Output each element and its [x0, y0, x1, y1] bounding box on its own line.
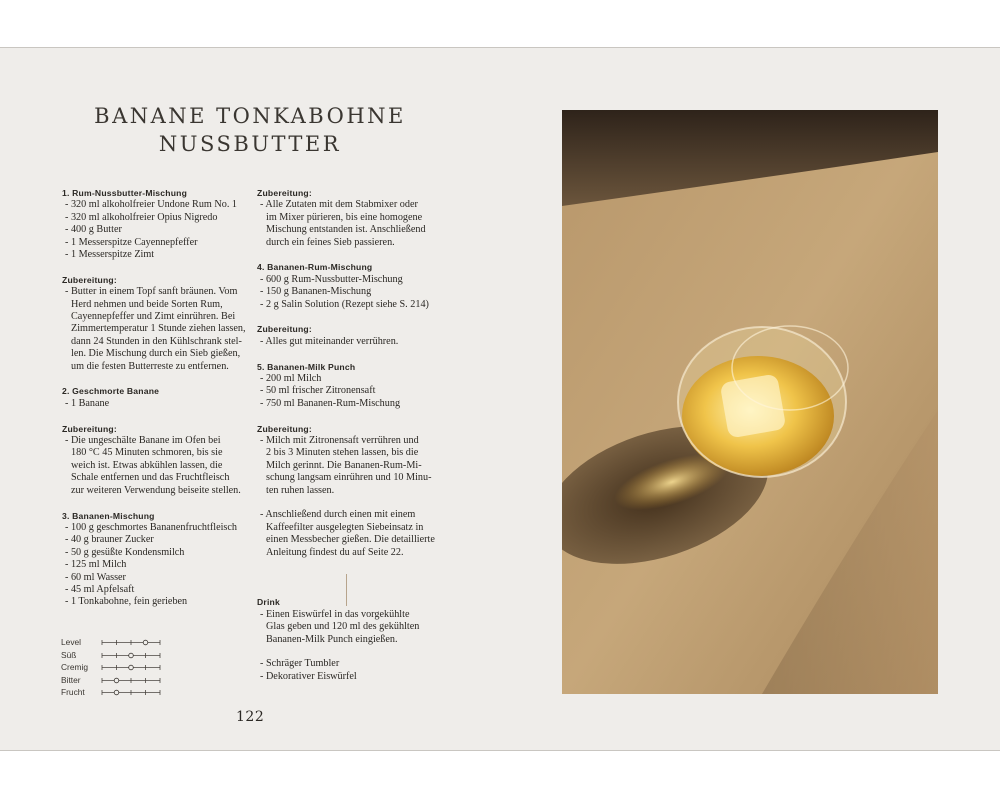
text-line: - Alle Zutaten mit dem Stabmixer oder — [260, 199, 418, 211]
text-line: schung langsam einrühren und 10 Minu- — [266, 472, 432, 484]
rating-marker — [143, 640, 148, 645]
text-line: ten ruhen lassen. — [266, 484, 335, 496]
ingredient-item: - 1 Banane — [65, 397, 110, 409]
rating-row — [61, 674, 171, 687]
section-heading: 4. Bananen-Rum-Mischung — [257, 262, 373, 273]
text-line: - Milch mit Zitronensaft verrühren und — [260, 435, 419, 447]
rating-label: Bitter — [61, 674, 81, 685]
text-line: - Einen Eiswürfel in das vorgekühlte — [260, 608, 410, 620]
text-line: len. Die Mischung durch ein Sieb gießen, — [71, 348, 241, 360]
divider-line — [346, 574, 347, 606]
serving-item: - Dekorativer Eiswürfel — [260, 670, 357, 682]
text-line: Mischung entstanden ist. Anschließend — [266, 224, 426, 236]
book-spread — [0, 47, 1000, 751]
rating-label: Süß — [61, 649, 77, 660]
recipe-column-right — [257, 187, 449, 683]
ingredient-item: - 125 ml Milch — [65, 559, 127, 571]
section-heading: 5. Bananen-Milk Punch — [257, 361, 356, 372]
rating-marker — [114, 678, 119, 683]
ingredient-item: - 2 g Salin Solution (Rezept siehe S. 214) — [260, 298, 429, 310]
text-line: Bananen-Milk Punch eingießen. — [266, 633, 398, 645]
serving-item: - Schräger Tumbler — [260, 658, 340, 670]
ingredient-item: - 400 g Butter — [65, 224, 122, 236]
text-line: - Alles gut miteinander verrühren. — [260, 335, 399, 347]
preparation-heading: Zubereitung: — [257, 188, 312, 198]
recipe-title-line-2: NUSSBUTTER — [158, 132, 342, 156]
section-heading: 2. Geschmorte Banane — [62, 386, 160, 397]
recipe-title — [60, 102, 440, 158]
text-line: einen Messbecher gießen. Die detaillierte — [266, 534, 435, 546]
text-line: weich ist. Etwas abkühlen lassen, die — [71, 459, 223, 471]
ingredient-item: - 60 ml Wasser — [65, 571, 126, 583]
text-line: zur weiteren Verwendung beiseite stellen. — [71, 484, 241, 496]
rating-scale — [100, 639, 162, 646]
taste-rating — [61, 636, 171, 699]
preparation-heading: Zubereitung: — [62, 274, 117, 285]
photo-drawing — [562, 110, 938, 694]
rating-row — [61, 636, 171, 649]
text-line: - Butter in einem Topf sanft bräunen. Vom — [65, 286, 238, 298]
text-line: Anleitung findest du auf Seite 22. — [266, 546, 404, 558]
page-number: 122 — [236, 709, 265, 725]
ingredient-item: - 320 ml alkoholfreier Undone Rum No. 1 — [65, 199, 238, 211]
ingredient-item: - 200 ml Milch — [260, 373, 322, 385]
text-line: 180 °C 45 Minuten schmoren, bis sie — [71, 447, 223, 459]
ingredient-item: - 100 g geschmortes Bananenfruchtfleisch — [65, 521, 237, 533]
ingredient-item: - 50 g gesüßte Kondensmilch — [65, 546, 185, 558]
rating-marker — [114, 691, 119, 696]
section-heading: 3. Bananen-Mischung — [62, 510, 155, 521]
ice-cube — [720, 373, 787, 438]
preparation-text — [257, 336, 449, 348]
section-heading: Drink — [257, 597, 280, 608]
text-line: Kaffeefilter ausgelegten Siebeinsatz in — [266, 521, 424, 533]
preparation-heading: Zubereitung: — [62, 423, 117, 434]
cocktail-tumbler-photo — [562, 110, 938, 694]
ingredient-item: - 40 g brauner Zucker — [65, 534, 154, 546]
rating-label: Cremig — [61, 662, 88, 673]
recipe-column-left — [62, 187, 252, 609]
text-line: Schale entfernen und das Fruchtfleisch — [71, 472, 230, 484]
rating-scale — [100, 689, 162, 696]
rating-label: Frucht — [61, 687, 85, 698]
ingredient-item: - 45 ml Apfelsaft — [65, 583, 135, 595]
text-line: im Mixer pürieren, bis eine homogene — [266, 211, 423, 223]
rating-marker — [129, 653, 134, 658]
ingredient-item: - 1 Tonkabohne, fein gerieben — [65, 596, 188, 608]
preparation-heading: Zubereitung: — [257, 324, 312, 335]
preparation-heading: Zubereitung: — [257, 423, 312, 434]
ingredient-item: - 320 ml alkoholfreier Opius Nigredo — [65, 211, 218, 223]
text-line: durch ein feines Sieb passieren. — [266, 236, 395, 248]
ingredient-item: - 150 g Bananen-Mischung — [260, 286, 372, 298]
preparation-text — [62, 435, 252, 497]
rating-marker — [129, 665, 134, 670]
section-heading: 1. Rum-Nussbutter-Mischung — [62, 188, 188, 198]
ingredient-item: - 50 ml frischer Zitronensaft — [260, 385, 376, 397]
preparation-text — [62, 286, 252, 373]
rating-scale — [100, 664, 162, 671]
text-line: dann 24 Stunden in den Kühlschrank stel- — [71, 335, 242, 347]
text-line: Herd nehmen und beide Sorten Rum, — [71, 298, 223, 310]
preparation-text — [257, 509, 449, 559]
ingredient-item: - 1 Messerspitze Zimt — [65, 249, 155, 261]
preparation-text — [257, 199, 449, 249]
rating-row — [61, 686, 171, 699]
ingredient-item: - 1 Messerspitze Cayennepfeffer — [65, 236, 198, 248]
ingredient-item: - 600 g Rum-Nussbutter-Mischung — [260, 273, 403, 285]
preparation-text — [257, 609, 449, 646]
rating-scale — [100, 677, 162, 684]
ingredient-item: - 750 ml Bananen-Rum-Mischung — [260, 397, 401, 409]
text-line: Zimmertemperatur 1 Stunde ziehen lassen, — [71, 323, 246, 335]
preparation-text — [257, 435, 449, 497]
text-line: 2 bis 3 Minuten stehen lassen, bis die — [266, 447, 419, 459]
rating-row — [61, 649, 171, 662]
rating-scale — [100, 652, 162, 659]
rating-label: Level — [61, 637, 82, 647]
text-line: Glas geben und 120 ml des gekühlten — [266, 621, 420, 633]
text-line: - Anschließend durch einen mit einem — [260, 509, 416, 521]
text-line: - Die ungeschälte Banane im Ofen bei — [65, 435, 221, 447]
text-line: Milch gerinnt. Die Bananen-Rum-Mi- — [266, 459, 422, 471]
text-line: Cayennepfeffer und Zimt einrühren. Bei — [71, 311, 236, 323]
text-line: um die festen Butterreste zu entfernen. — [71, 360, 229, 372]
recipe-title-line-1: BANANE TONKABOHNE — [94, 104, 406, 128]
rating-row — [61, 661, 171, 674]
